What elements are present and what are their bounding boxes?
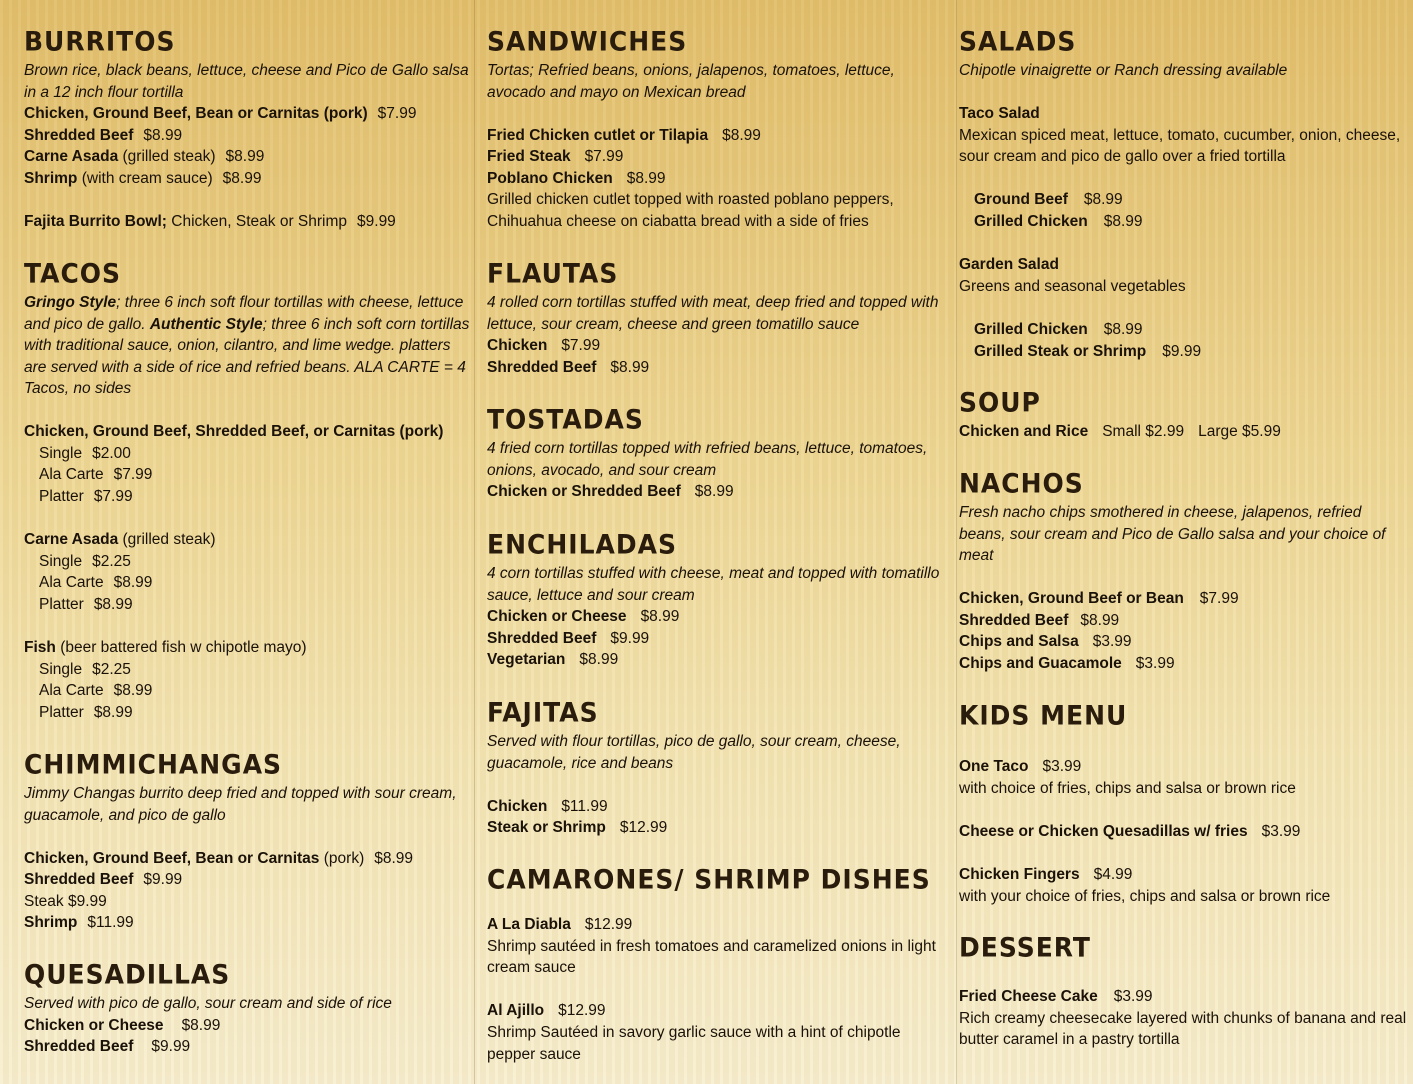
menu-item: Carne Asada (grilled steak) xyxy=(24,531,216,549)
section-description: Gringo Style; three 6 inch soft flour tortillas with cheese, lettuce and pico de gallo. Authentic Style; three 6 inch soft corn tortillas with traditional sauce, onion, cilantro, and lime wedge. platters are served with a side of rice and refried beans. ALA CARTE = 4 Tacos, no sides xyxy=(24,294,470,397)
kids-menu-section xyxy=(959,700,1409,907)
section-description: 4 corn tortillas stuffed with cheese, meat and topped with tomatillo sauce, lettuce and sour cream xyxy=(487,565,940,604)
section-heading: CAMARONES/ SHRIMP DISHES xyxy=(487,864,931,895)
quesadillas-section xyxy=(24,959,470,1058)
item-description: Shrimp sautéed in fresh tomatoes and caramelized onions in light cream sauce xyxy=(487,937,936,977)
menu-column-2 xyxy=(474,0,956,1084)
flautas-section xyxy=(487,258,952,378)
menu-item-option: Grilled Chicken $8.99 xyxy=(974,213,1143,231)
menu-item: Shredded Beef $9.99 xyxy=(24,1038,191,1056)
menu-item: Poblano Chicken $8.99 xyxy=(487,169,666,187)
menu-item: Chicken or Cheese $8.99 xyxy=(487,608,680,625)
menu-item: Fried Cheese Cake $3.99 xyxy=(959,988,1153,1005)
menu-item: Chicken, Ground Beef, Bean or Carnitas (pork) $7.99 xyxy=(24,105,417,122)
menu-item: Cheese or Chicken Quesadillas w/ fries $3.99 xyxy=(959,822,1301,840)
menu-item: Shrimp $11.99 xyxy=(24,914,134,932)
menu-column-1 xyxy=(0,0,474,1084)
item-description: Greens and seasonal vegetables xyxy=(959,277,1186,295)
menu-item-size: Ala Carte $7.99 xyxy=(39,466,153,484)
menu-item: Chicken or Cheese $8.99 xyxy=(24,1016,221,1034)
menu-item: Al Ajillo $12.99 xyxy=(487,1002,606,1020)
menu-item-size: Single $2.25 xyxy=(39,660,131,678)
menu-item: One Taco $3.99 xyxy=(959,758,1082,775)
item-description: Grilled chicken cutlet topped with roasted poblano peppers, Chihuahua cheese on ciabatta bread with a side of fries xyxy=(487,191,894,230)
menu-item: Steak $9.99 xyxy=(24,892,107,910)
section-description: Brown rice, black beans, lettuce, cheese and Pico de Gallo salsa in a 12 inch flour tortilla xyxy=(24,62,469,101)
camarones-section xyxy=(487,864,952,1065)
tostadas-section xyxy=(487,404,952,503)
item-description: Shrimp Sautéed in savory garlic sauce with a hint of chipotle pepper sauce xyxy=(487,1023,901,1063)
menu-item: Taco Salad xyxy=(959,105,1040,123)
section-heading: FAJITAS xyxy=(487,697,599,728)
menu-item: Shrimp (with cream sauce) $8.99 xyxy=(24,169,262,187)
section-description: 4 rolled corn tortillas stuffed with meat, deep fried and topped with lettuce, sour cream, cheese and green tomatillo sauce xyxy=(487,294,939,333)
section-heading: QUESADILLAS xyxy=(24,959,231,990)
menu-item: Chips and Guacamole $3.99 xyxy=(959,654,1175,672)
fajitas-section xyxy=(487,697,952,839)
menu-item: Shredded Beef $9.99 xyxy=(487,629,650,647)
enchiladas-section xyxy=(487,529,952,671)
menu-item-size: Single $2.25 xyxy=(39,552,131,570)
menu-item-size: Ala Carte $8.99 xyxy=(39,574,153,592)
section-heading: KIDS MENU xyxy=(959,700,1128,731)
menu-item-size: Single $2.00 xyxy=(39,444,131,462)
menu-item: Shredded Beef $8.99 xyxy=(959,611,1120,629)
item-description: with choice of fries, chips and salsa or brown rice xyxy=(959,779,1296,797)
section-heading: DESSERT xyxy=(959,932,1091,963)
menu-item: Vegetarian $8.99 xyxy=(487,651,619,669)
nachos-section xyxy=(959,468,1409,674)
item-description: Rich creamy cheesecake layered with chunks of banana and real butter caramel in a pastry tortilla xyxy=(959,1009,1407,1049)
menu-item: Chicken or Shredded Beef $8.99 xyxy=(487,483,734,500)
soup-section xyxy=(959,387,1409,443)
menu-item: Shredded Beef $8.99 xyxy=(487,358,650,376)
section-heading: BURRITOS xyxy=(24,26,176,57)
menu-item: Chicken, Ground Beef, Bean or Carnitas (pork) $8.99 xyxy=(24,849,414,867)
section-heading: SANDWICHES xyxy=(487,26,688,57)
section-heading: SOUP xyxy=(959,387,1041,418)
burritos-section xyxy=(24,26,470,233)
menu-item-size: Ala Carte $8.99 xyxy=(39,682,153,700)
section-heading: FLAUTAS xyxy=(487,258,619,289)
menu-item: Chicken $7.99 xyxy=(487,337,601,354)
section-heading: ENCHILADAS xyxy=(487,529,677,560)
menu-item-size: Platter $8.99 xyxy=(39,595,133,613)
section-description: Jimmy Changas burrito deep fried and topped with sour cream, guacamole, and pico de gallo xyxy=(24,785,457,824)
menu-item: Carne Asada (grilled steak) $8.99 xyxy=(24,148,265,166)
menu-item: Chicken $11.99 xyxy=(487,797,608,815)
chimmichangas-section xyxy=(24,749,470,934)
tacos-section xyxy=(24,258,470,723)
dessert-section xyxy=(959,932,1409,1051)
menu-item: Garden Salad xyxy=(959,256,1059,274)
menu-column-3 xyxy=(956,0,1413,1084)
menu-item: Shredded Beef $8.99 xyxy=(24,126,183,144)
menu-item-size: Platter $7.99 xyxy=(39,487,133,505)
section-description: Fresh nacho chips smothered in cheese, jalapenos, refried beans, sour cream and Pico de Gallo salsa and your choice of meat xyxy=(959,504,1386,564)
menu-item: Fish (beer battered fish w chipotle mayo) xyxy=(24,639,307,657)
salads-section xyxy=(959,26,1409,362)
section-heading: TOSTADAS xyxy=(487,404,644,435)
menu-item: Steak or Shrimp $12.99 xyxy=(487,819,668,837)
section-description: 4 fried corn tortillas topped with refried beans, lettuce, tomatoes, onions, avocado, and sour cream xyxy=(487,440,928,479)
menu-item: Chicken, Ground Beef or Bean $7.99 xyxy=(959,590,1239,608)
menu-item-option: Ground Beef $8.99 xyxy=(974,191,1123,209)
menu-item-option: Grilled Chicken $8.99 xyxy=(974,321,1143,339)
section-heading: NACHOS xyxy=(959,468,1084,499)
menu-item: Chips and Salsa $3.99 xyxy=(959,633,1132,651)
menu-item: Chicken and Rice Small $2.99 Large $5.99 xyxy=(959,423,1281,440)
menu-item-option: Grilled Steak or Shrimp $9.99 xyxy=(974,342,1202,360)
menu-item: Fried Steak $7.99 xyxy=(487,148,624,166)
menu-item: Fajita Burrito Bowl; Chicken, Steak or Shrimp $9.99 xyxy=(24,212,396,230)
menu-item: A La Diabla $12.99 xyxy=(487,916,633,933)
item-description: Mexican spiced meat, lettuce, tomato, cucumber, onion, cheese, sour cream and pico de gallo over a fried tortilla xyxy=(959,126,1401,166)
section-description: Chipotle vinaigrette or Ranch dressing available xyxy=(959,62,1288,79)
item-description: with your choice of fries, chips and salsa or brown rice xyxy=(959,887,1331,905)
section-description: Served with pico de gallo, sour cream and side of rice xyxy=(24,995,392,1012)
section-description: Tortas; Refried beans, onions, jalapenos, tomatoes, lettuce, avocado and mayo on Mexican bread xyxy=(487,62,895,101)
section-heading: SALADS xyxy=(959,26,1077,57)
section-heading: TACOS xyxy=(24,258,122,289)
menu-item: Chicken Fingers $4.99 xyxy=(959,865,1133,883)
section-description: Served with flour tortillas, pico de gallo, sour cream, cheese, guacamole, rice and beans xyxy=(487,733,901,772)
menu-item: Shredded Beef $9.99 xyxy=(24,871,183,889)
menu-item: Chicken, Ground Beef, Shredded Beef, or Carnitas (pork) xyxy=(24,423,444,441)
sandwiches-section xyxy=(487,26,952,233)
section-heading: CHIMMICHANGAS xyxy=(24,749,283,780)
menu-item: Fried Chicken cutlet or Tilapia $8.99 xyxy=(487,126,761,144)
menu-item-size: Platter $8.99 xyxy=(39,703,133,721)
